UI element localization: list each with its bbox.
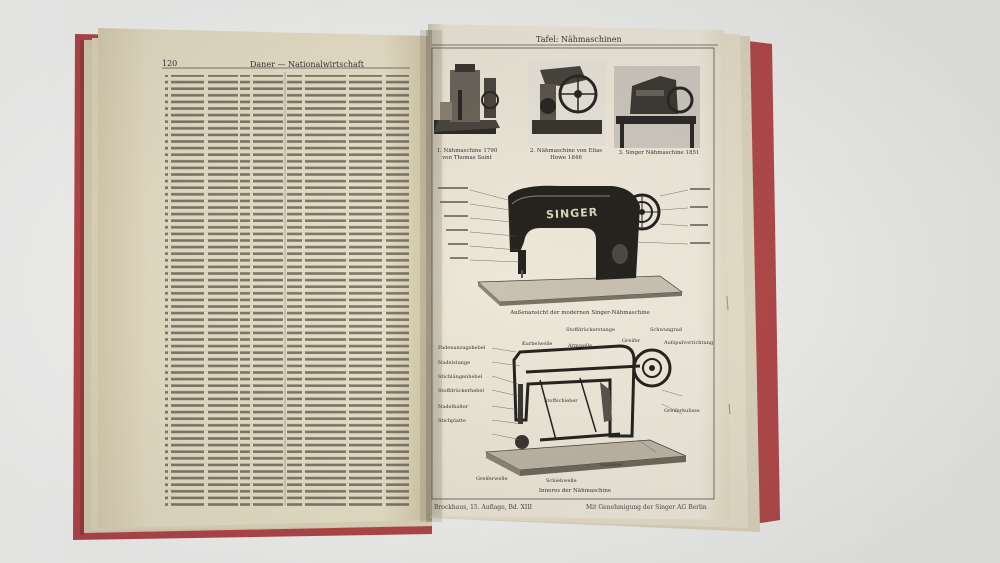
footer-left: Brockhaus, 15. Auflage, Bd. XIII [434, 504, 532, 511]
caption-saint: 1. Nähmaschine 1790 von Thomas Saint [436, 148, 498, 161]
interior-label: Fadenanzugshebel [438, 345, 486, 351]
interior-label: Armwelle [568, 343, 593, 349]
exterior-caption: Außenansicht der modernen Singer-Nähmaschine [510, 310, 650, 316]
interior-label: Aufspulvorrichtung [664, 340, 714, 346]
interior-label: Greifer [622, 338, 641, 344]
interior-label: Kurbelwelle [522, 341, 553, 347]
plate-title: Tafel: Nähmaschinen [536, 35, 622, 44]
interior-label: Schiebwelle [546, 478, 577, 484]
interior-label: Nadelstange [438, 360, 471, 366]
footer-right: Mit Genehmigung der Singer AG Berlin [586, 504, 707, 511]
brand-logo: SINGER [545, 205, 599, 222]
caption-howe: 2. Nähmaschine von Elias Howe 1846 [529, 148, 603, 161]
caption-singer-1851: 3. Singer Nähmaschine 1851 [618, 150, 700, 156]
interior-label: Stoffdrückerhebel [438, 388, 484, 394]
interior-label: Stoffschieber [544, 398, 578, 404]
interior-label: Nadelhalter [438, 404, 469, 410]
page-number: 120 [162, 59, 178, 68]
left-running-head: Daner — Nationalwirtschaft [250, 60, 364, 69]
interior-label: Schwungrad [650, 327, 682, 333]
interior-label: Greiferwelle [476, 476, 508, 482]
interior-label: Greiferkulisse [664, 408, 700, 414]
interior-label: Stoffdrückerstange [566, 327, 615, 333]
interior-label: Stichlängenhebel [438, 374, 483, 380]
interior-label: Stichplatte [438, 418, 466, 424]
interior-label: Exzenter [600, 462, 623, 468]
interior-caption: Inneres der Nähmaschine [538, 488, 612, 494]
